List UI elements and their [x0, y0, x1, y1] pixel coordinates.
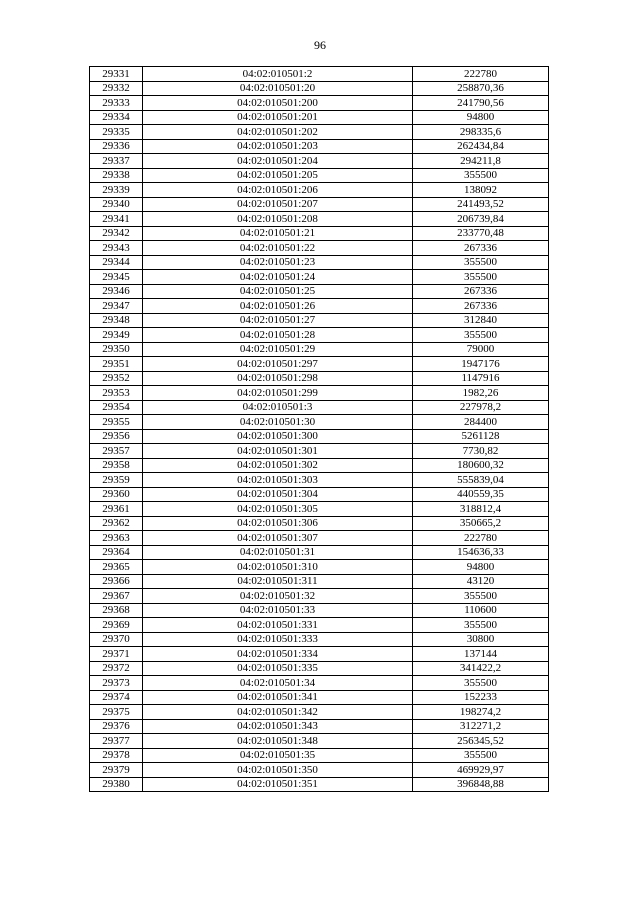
- row-number-cell: 29343: [90, 241, 143, 256]
- value-cell: 222780: [413, 531, 549, 546]
- row-number-cell: 29361: [90, 502, 143, 517]
- value-cell: 137144: [413, 647, 549, 662]
- row-number-cell: 29363: [90, 531, 143, 546]
- row-number-cell: 29333: [90, 96, 143, 111]
- cadastral-number-cell: 04:02:010501:208: [143, 212, 413, 227]
- value-cell: 267336: [413, 299, 549, 314]
- value-cell: 312840: [413, 313, 549, 328]
- table-row: [90, 299, 549, 314]
- cadastral-number-cell: 04:02:010501:204: [143, 154, 413, 169]
- value-cell: 355500: [413, 589, 549, 604]
- cadastral-number-cell: 04:02:010501:333: [143, 632, 413, 647]
- value-cell: 318812,4: [413, 502, 549, 517]
- value-cell: 284400: [413, 415, 549, 430]
- value-cell: 206739,84: [413, 212, 549, 227]
- cadastral-number-cell: 04:02:010501:22: [143, 241, 413, 256]
- value-cell: 94800: [413, 560, 549, 575]
- table-row: [90, 284, 549, 299]
- value-cell: 262434,84: [413, 139, 549, 154]
- cadastral-number-cell: 04:02:010501:310: [143, 560, 413, 575]
- row-number-cell: 29365: [90, 560, 143, 575]
- value-cell: 312271,2: [413, 719, 549, 734]
- cadastral-number-cell: 04:02:010501:306: [143, 516, 413, 531]
- table-row: [90, 516, 549, 531]
- cadastral-number-cell: 04:02:010501:26: [143, 299, 413, 314]
- value-cell: 396848,88: [413, 777, 549, 792]
- value-cell: 355500: [413, 618, 549, 633]
- value-cell: 267336: [413, 241, 549, 256]
- row-number-cell: 29362: [90, 516, 143, 531]
- table-row: [90, 386, 549, 401]
- cadastral-number-cell: 04:02:010501:28: [143, 328, 413, 343]
- cadastral-number-cell: 04:02:010501:2: [143, 67, 413, 82]
- cadastral-number-cell: 04:02:010501:3: [143, 400, 413, 415]
- value-cell: 138092: [413, 183, 549, 198]
- table-row: [90, 603, 549, 618]
- value-cell: 355500: [413, 328, 549, 343]
- cadastral-number-cell: 04:02:010501:331: [143, 618, 413, 633]
- value-cell: 222780: [413, 67, 549, 82]
- cadastral-number-cell: 04:02:010501:342: [143, 705, 413, 720]
- table-row: [90, 531, 549, 546]
- table-row: [90, 705, 549, 720]
- table-row: [90, 473, 549, 488]
- cadastral-number-cell: 04:02:010501:21: [143, 226, 413, 241]
- table-row: [90, 661, 549, 676]
- value-cell: 30800: [413, 632, 549, 647]
- table-row: [90, 415, 549, 430]
- value-cell: 241790,56: [413, 96, 549, 111]
- table-row: [90, 139, 549, 154]
- table-row: [90, 545, 549, 560]
- row-number-cell: 29374: [90, 690, 143, 705]
- value-cell: 7730,82: [413, 444, 549, 459]
- value-cell: 94800: [413, 110, 549, 125]
- table-row: [90, 328, 549, 343]
- value-cell: 267336: [413, 284, 549, 299]
- table-row: [90, 777, 549, 792]
- table-row: [90, 96, 549, 111]
- row-number-cell: 29340: [90, 197, 143, 212]
- cadastral-number-cell: 04:02:010501:23: [143, 255, 413, 270]
- row-number-cell: 29367: [90, 589, 143, 604]
- table-row: [90, 226, 549, 241]
- table-row: [90, 676, 549, 691]
- cadastral-number-cell: 04:02:010501:297: [143, 357, 413, 372]
- cadastral-number-cell: 04:02:010501:207: [143, 197, 413, 212]
- cadastral-number-cell: 04:02:010501:33: [143, 603, 413, 618]
- row-number-cell: 29347: [90, 299, 143, 314]
- cadastral-number-cell: 04:02:010501:341: [143, 690, 413, 705]
- value-cell: 298335,6: [413, 125, 549, 140]
- cadastral-number-cell: 04:02:010501:334: [143, 647, 413, 662]
- row-number-cell: 29372: [90, 661, 143, 676]
- value-cell: 440559,35: [413, 487, 549, 502]
- table-row: [90, 560, 549, 575]
- row-number-cell: 29352: [90, 371, 143, 386]
- value-cell: 180600,32: [413, 458, 549, 473]
- row-number-cell: 29353: [90, 386, 143, 401]
- value-cell: 350665,2: [413, 516, 549, 531]
- cadastral-number-cell: 04:02:010501:200: [143, 96, 413, 111]
- row-number-cell: 29351: [90, 357, 143, 372]
- table-row: [90, 589, 549, 604]
- table-row: [90, 719, 549, 734]
- cadastral-number-cell: 04:02:010501:311: [143, 574, 413, 589]
- table-row: [90, 110, 549, 125]
- cadastral-number-cell: 04:02:010501:348: [143, 734, 413, 749]
- row-number-cell: 29338: [90, 168, 143, 183]
- table-row: [90, 690, 549, 705]
- value-cell: 469929,97: [413, 763, 549, 778]
- row-number-cell: 29379: [90, 763, 143, 778]
- value-cell: 1147916: [413, 371, 549, 386]
- value-cell: 152233: [413, 690, 549, 705]
- value-cell: 294211,8: [413, 154, 549, 169]
- value-cell: 79000: [413, 342, 549, 357]
- table-row: [90, 313, 549, 328]
- row-number-cell: 29380: [90, 777, 143, 792]
- table-row: [90, 734, 549, 749]
- table-row: [90, 212, 549, 227]
- cadastral-number-cell: 04:02:010501:301: [143, 444, 413, 459]
- cadastral-number-cell: 04:02:010501:35: [143, 748, 413, 763]
- value-cell: 355500: [413, 255, 549, 270]
- cadastral-number-cell: 04:02:010501:351: [143, 777, 413, 792]
- value-cell: 341422,2: [413, 661, 549, 676]
- table-body: [90, 67, 549, 792]
- cadastral-number-cell: 04:02:010501:303: [143, 473, 413, 488]
- value-cell: 355500: [413, 168, 549, 183]
- table-row: [90, 458, 549, 473]
- table-row: [90, 371, 549, 386]
- cadastral-number-cell: 04:02:010501:31: [143, 545, 413, 560]
- table-row: [90, 81, 549, 96]
- row-number-cell: 29370: [90, 632, 143, 647]
- value-cell: 355500: [413, 676, 549, 691]
- cadastral-number-cell: 04:02:010501:20: [143, 81, 413, 96]
- table-row: [90, 125, 549, 140]
- row-number-cell: 29336: [90, 139, 143, 154]
- row-number-cell: 29332: [90, 81, 143, 96]
- table-row: [90, 168, 549, 183]
- value-cell: 256345,52: [413, 734, 549, 749]
- cadastral-number-cell: 04:02:010501:27: [143, 313, 413, 328]
- row-number-cell: 29337: [90, 154, 143, 169]
- cadastral-number-cell: 04:02:010501:34: [143, 676, 413, 691]
- row-number-cell: 29369: [90, 618, 143, 633]
- value-cell: 555839,04: [413, 473, 549, 488]
- row-number-cell: 29334: [90, 110, 143, 125]
- table-row: [90, 67, 549, 82]
- value-cell: 154636,33: [413, 545, 549, 560]
- table-row: [90, 357, 549, 372]
- table-row: [90, 632, 549, 647]
- row-number-cell: 29373: [90, 676, 143, 691]
- cadastral-table: [89, 66, 549, 792]
- row-number-cell: 29335: [90, 125, 143, 140]
- cadastral-number-cell: 04:02:010501:305: [143, 502, 413, 517]
- value-cell: 355500: [413, 270, 549, 285]
- cadastral-number-cell: 04:02:010501:32: [143, 589, 413, 604]
- value-cell: 241493,52: [413, 197, 549, 212]
- value-cell: 198274,2: [413, 705, 549, 720]
- cadastral-number-cell: 04:02:010501:343: [143, 719, 413, 734]
- cadastral-number-cell: 04:02:010501:300: [143, 429, 413, 444]
- row-number-cell: 29349: [90, 328, 143, 343]
- table-row: [90, 487, 549, 502]
- row-number-cell: 29375: [90, 705, 143, 720]
- row-number-cell: 29356: [90, 429, 143, 444]
- row-number-cell: 29357: [90, 444, 143, 459]
- table-row: [90, 763, 549, 778]
- row-number-cell: 29366: [90, 574, 143, 589]
- value-cell: 233770,48: [413, 226, 549, 241]
- cadastral-number-cell: 04:02:010501:30: [143, 415, 413, 430]
- table-row: [90, 255, 549, 270]
- row-number-cell: 29358: [90, 458, 143, 473]
- row-number-cell: 29377: [90, 734, 143, 749]
- cadastral-number-cell: 04:02:010501:298: [143, 371, 413, 386]
- row-number-cell: 29350: [90, 342, 143, 357]
- table-row: [90, 241, 549, 256]
- table-row: [90, 429, 549, 444]
- cadastral-number-cell: 04:02:010501:202: [143, 125, 413, 140]
- table-row: [90, 444, 549, 459]
- cadastral-number-cell: 04:02:010501:206: [143, 183, 413, 198]
- cadastral-number-cell: 04:02:010501:25: [143, 284, 413, 299]
- value-cell: 1982,26: [413, 386, 549, 401]
- row-number-cell: 29341: [90, 212, 143, 227]
- row-number-cell: 29376: [90, 719, 143, 734]
- page-number: 96: [314, 38, 326, 52]
- value-cell: 227978,2: [413, 400, 549, 415]
- table-row: [90, 574, 549, 589]
- cadastral-number-cell: 04:02:010501:350: [143, 763, 413, 778]
- row-number-cell: 29360: [90, 487, 143, 502]
- table-row: [90, 342, 549, 357]
- table-row: [90, 748, 549, 763]
- row-number-cell: 29368: [90, 603, 143, 618]
- cadastral-number-cell: 04:02:010501:201: [143, 110, 413, 125]
- value-cell: 355500: [413, 748, 549, 763]
- table-row: [90, 183, 549, 198]
- value-cell: 5261128: [413, 429, 549, 444]
- row-number-cell: 29378: [90, 748, 143, 763]
- row-number-cell: 29359: [90, 473, 143, 488]
- cadastral-number-cell: 04:02:010501:304: [143, 487, 413, 502]
- cadastral-number-cell: 04:02:010501:205: [143, 168, 413, 183]
- table-row: [90, 154, 549, 169]
- row-number-cell: 29339: [90, 183, 143, 198]
- row-number-cell: 29342: [90, 226, 143, 241]
- row-number-cell: 29344: [90, 255, 143, 270]
- value-cell: 110600: [413, 603, 549, 618]
- row-number-cell: 29346: [90, 284, 143, 299]
- cadastral-number-cell: 04:02:010501:299: [143, 386, 413, 401]
- table-row: [90, 502, 549, 517]
- value-cell: 1947176: [413, 357, 549, 372]
- row-number-cell: 29348: [90, 313, 143, 328]
- value-cell: 258870,36: [413, 81, 549, 96]
- cadastral-number-cell: 04:02:010501:24: [143, 270, 413, 285]
- row-number-cell: 29331: [90, 67, 143, 82]
- table-row: [90, 647, 549, 662]
- cadastral-number-cell: 04:02:010501:203: [143, 139, 413, 154]
- table-row: [90, 270, 549, 285]
- cadastral-number-cell: 04:02:010501:302: [143, 458, 413, 473]
- row-number-cell: 29354: [90, 400, 143, 415]
- row-number-cell: 29355: [90, 415, 143, 430]
- cadastral-number-cell: 04:02:010501:335: [143, 661, 413, 676]
- cadastral-number-cell: 04:02:010501:307: [143, 531, 413, 546]
- table-row: [90, 618, 549, 633]
- table-row: [90, 400, 549, 415]
- row-number-cell: 29345: [90, 270, 143, 285]
- row-number-cell: 29371: [90, 647, 143, 662]
- table-row: [90, 197, 549, 212]
- cadastral-number-cell: 04:02:010501:29: [143, 342, 413, 357]
- row-number-cell: 29364: [90, 545, 143, 560]
- value-cell: 43120: [413, 574, 549, 589]
